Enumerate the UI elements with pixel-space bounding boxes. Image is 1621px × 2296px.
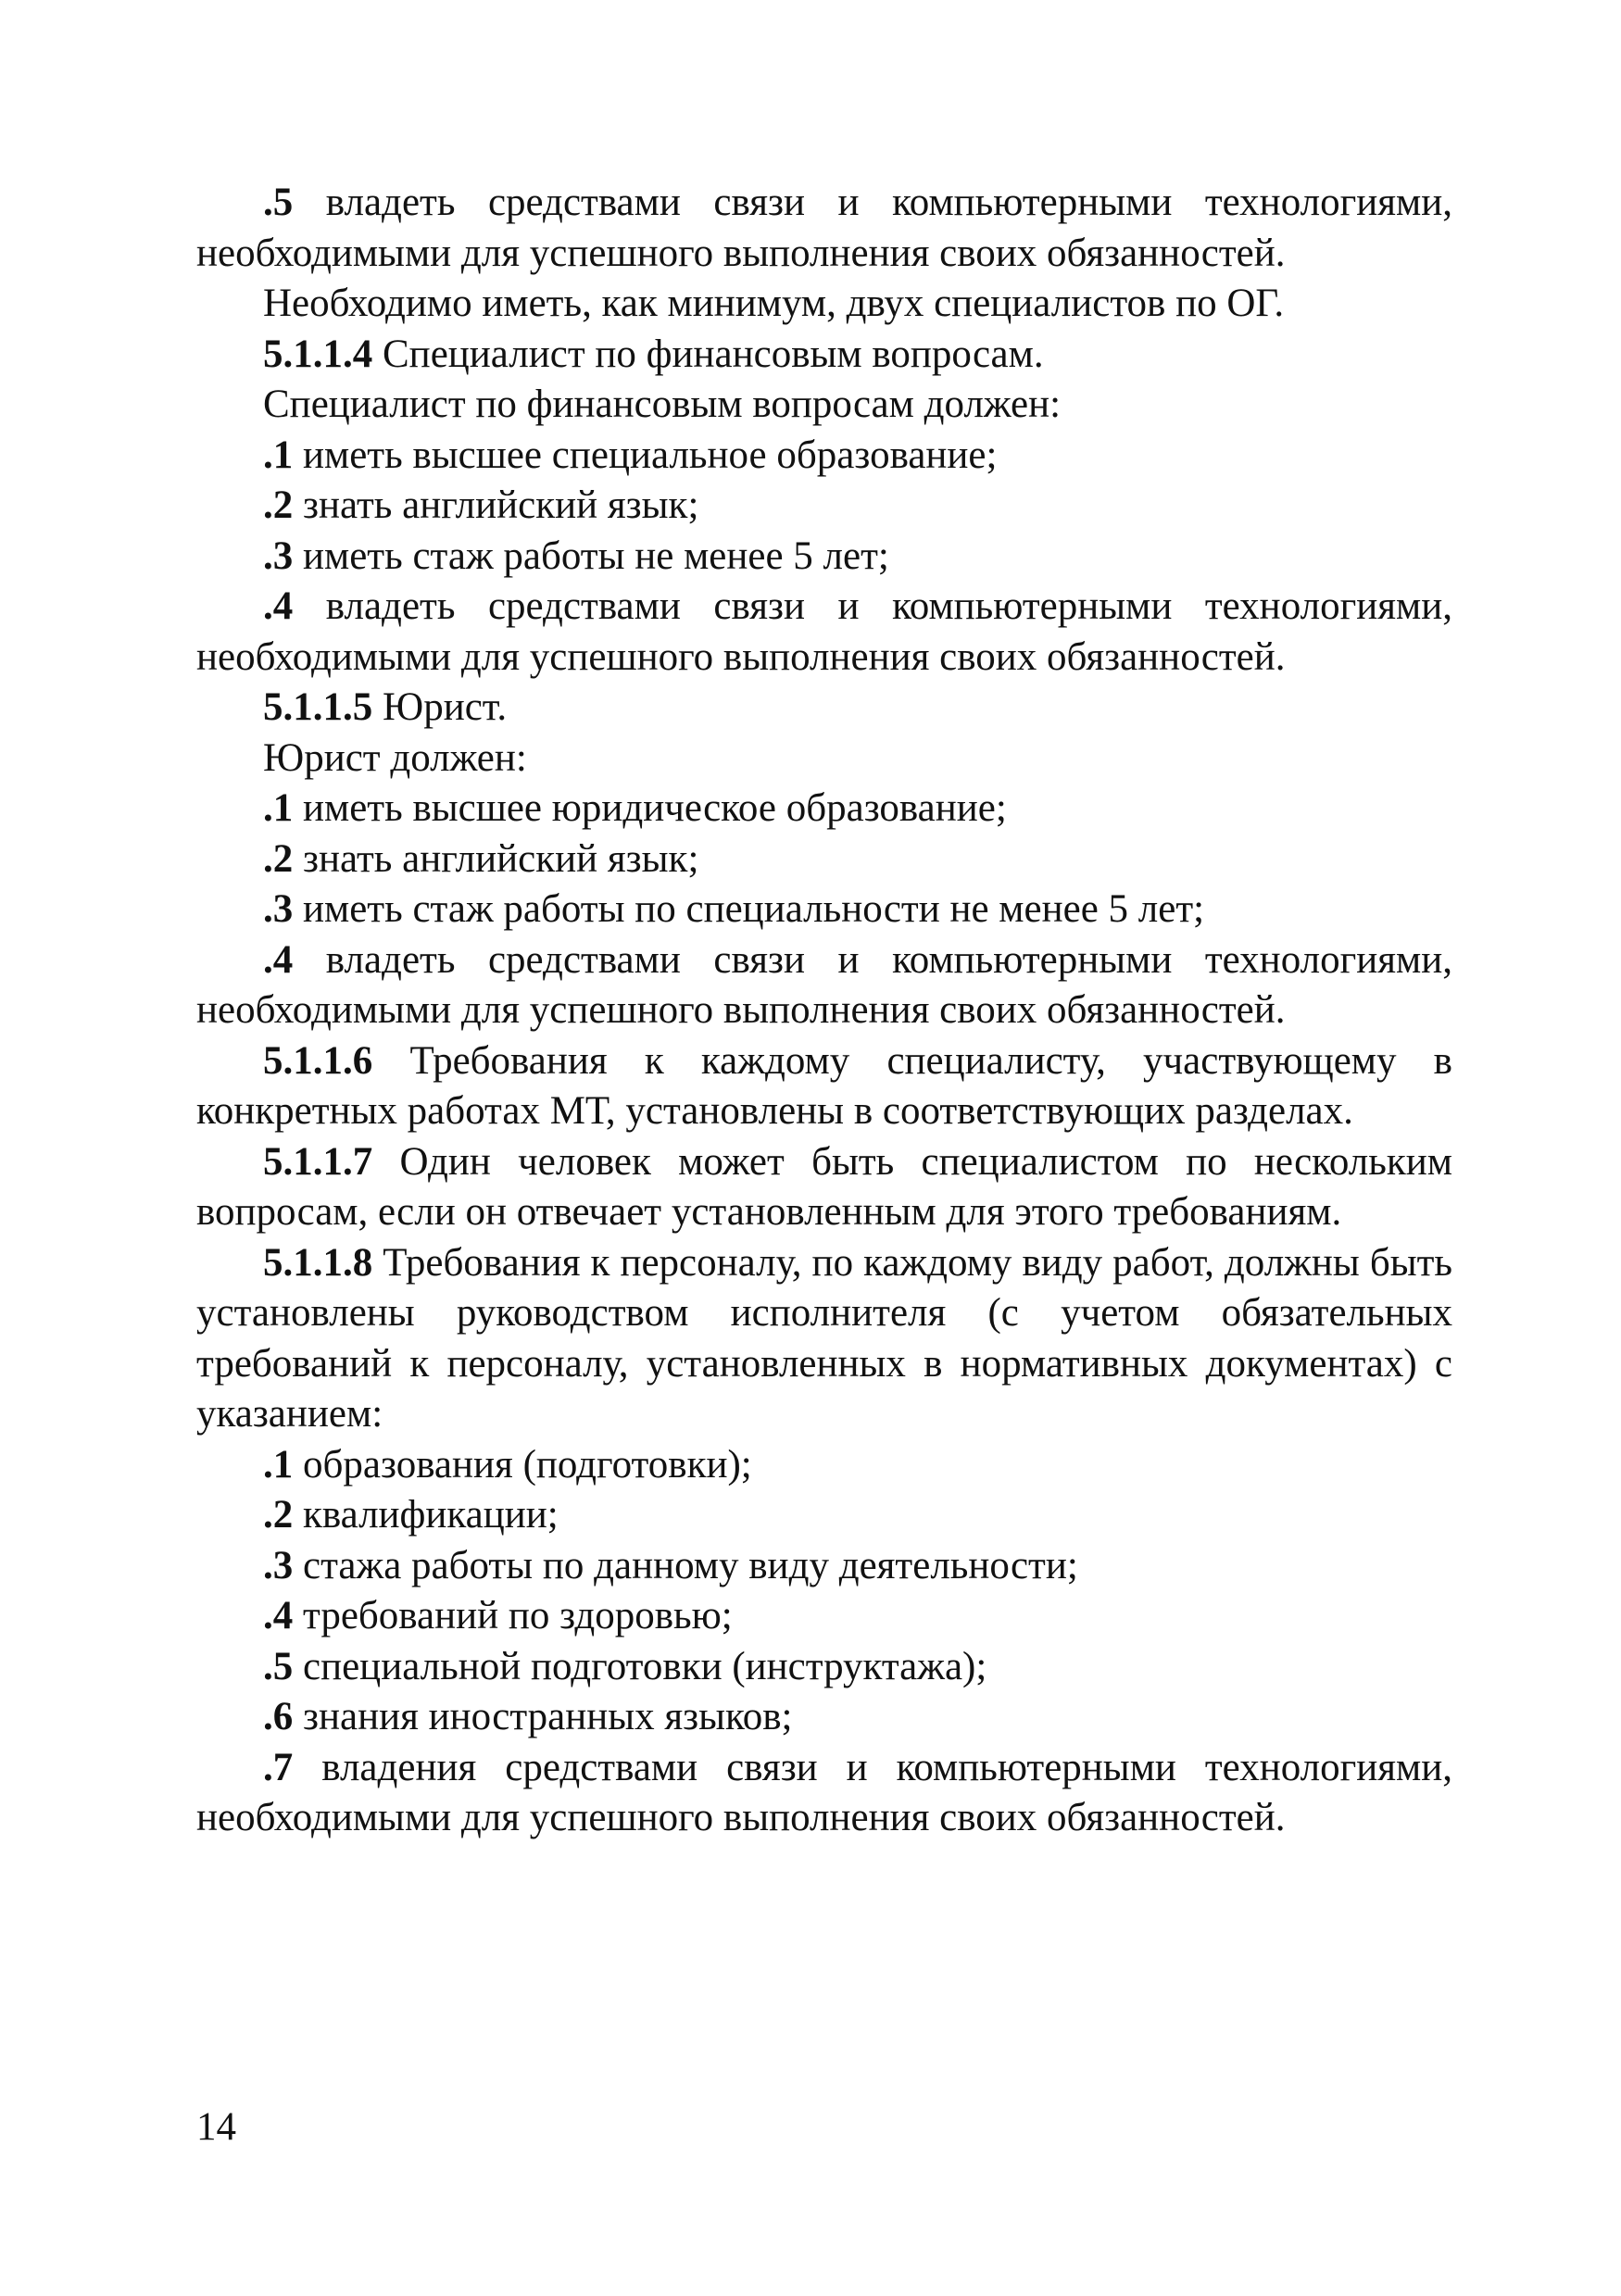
list-item — [196, 1440, 1452, 1491]
item-number: .1 — [263, 433, 294, 477]
item-text: иметь стаж работы по специальности не менее 5 лет; — [293, 887, 1205, 931]
section-paragraph — [196, 1238, 1452, 1440]
item-text: Юрист должен: — [263, 735, 527, 780]
item-number: .3 — [263, 887, 294, 931]
item-number: .1 — [263, 786, 294, 830]
paragraph — [196, 178, 1452, 279]
item-number: .4 — [263, 1594, 294, 1637]
list-item — [196, 1642, 1452, 1693]
paragraph — [196, 380, 1452, 431]
paragraph — [196, 279, 1452, 330]
item-text: иметь высшее юридическое образование; — [293, 786, 1007, 830]
item-number: .2 — [263, 836, 294, 881]
item-text: стажа работы по данному виду деятельности; — [293, 1543, 1078, 1587]
section-title: Специалист по финансовым вопросам. — [372, 332, 1044, 376]
list-item — [196, 582, 1452, 683]
item-number: .4 — [263, 584, 294, 628]
section-heading — [196, 683, 1452, 734]
section-number: 5.1.1.6 — [263, 1038, 373, 1083]
item-text: образования (подготовки); — [293, 1442, 752, 1487]
list-item — [196, 935, 1452, 1036]
list-item — [196, 784, 1452, 834]
section-number: 5.1.1.4 — [263, 332, 373, 376]
list-item — [196, 885, 1452, 935]
page-number: 14 — [196, 2105, 236, 2149]
item-text: специальной подготовки (инструктажа); — [293, 1644, 987, 1688]
item-text: иметь стаж работы не менее 5 лет; — [293, 533, 889, 578]
item-number: .6 — [263, 1695, 294, 1738]
section-text: Один человек может быть специалистом по нескольким вопросам, если он отвечает установленным для этого требованиям. — [196, 1139, 1452, 1234]
item-number: .7 — [263, 1745, 294, 1789]
item-text: Необходимо иметь, как минимум, двух специалистов по ОГ. — [263, 282, 1285, 325]
section-number: 5.1.1.7 — [263, 1139, 373, 1184]
list-item — [196, 1591, 1452, 1642]
list-item — [196, 431, 1452, 482]
item-number: .3 — [263, 1543, 294, 1587]
item-number: .1 — [263, 1442, 294, 1487]
section-paragraph — [196, 1036, 1452, 1137]
list-item — [196, 1743, 1452, 1844]
list-item — [196, 481, 1452, 532]
list-item — [196, 1490, 1452, 1541]
body-text — [196, 178, 1452, 1844]
list-item — [196, 834, 1452, 885]
list-item — [196, 1692, 1452, 1743]
item-text: Специалист по финансовым вопросам должен: — [263, 383, 1062, 426]
section-heading — [196, 330, 1452, 381]
item-text: владеть средствами связи и компьютерными технологиями, необходимыми для успешного выполнения своих обязанностей. — [196, 584, 1452, 679]
item-number: .4 — [263, 937, 294, 982]
item-text: знания иностранных языков; — [293, 1695, 793, 1738]
section-text: Требования к каждому специалисту, участвующему в конкретных работах МТ, установлены в соответствующих разделах. — [196, 1038, 1452, 1133]
item-text: иметь высшее специальное образование; — [293, 433, 998, 477]
item-number: .2 — [263, 483, 294, 527]
item-number: .5 — [263, 1644, 294, 1688]
section-text: Требования к персоналу, по каждому виду работ, должны быть установлены руководством исполнителя (с учетом обязательных требований к персоналу, установленных в нормативных документах) с указанием: — [196, 1240, 1452, 1436]
item-text: владеть средствами связи и компьютерными технологиями, необходимыми для успешного выполнения своих обязанностей. — [196, 937, 1452, 1032]
section-number: 5.1.1.8 — [263, 1240, 373, 1285]
list-item — [196, 1541, 1452, 1592]
item-text: знать английский язык; — [293, 836, 699, 881]
item-number: .5 — [263, 181, 294, 224]
item-text: квалификации; — [293, 1493, 559, 1537]
paragraph — [196, 734, 1452, 784]
item-text: знать английский язык; — [293, 483, 699, 527]
item-number: .3 — [263, 533, 294, 578]
item-text: владеть средствами связи и компьютерными технологиями, необходимыми для успешного выполнения своих обязанностей. — [196, 181, 1452, 275]
list-item — [196, 532, 1452, 583]
item-text: требований по здоровью; — [293, 1594, 733, 1637]
item-text: владения средствами связи и компьютерными технологиями, необходимыми для успешного выполнения своих обязанностей. — [196, 1745, 1452, 1839]
section-number: 5.1.1.5 — [263, 685, 373, 729]
item-number: .2 — [263, 1493, 294, 1537]
section-paragraph — [196, 1137, 1452, 1238]
section-title: Юрист. — [372, 685, 508, 729]
